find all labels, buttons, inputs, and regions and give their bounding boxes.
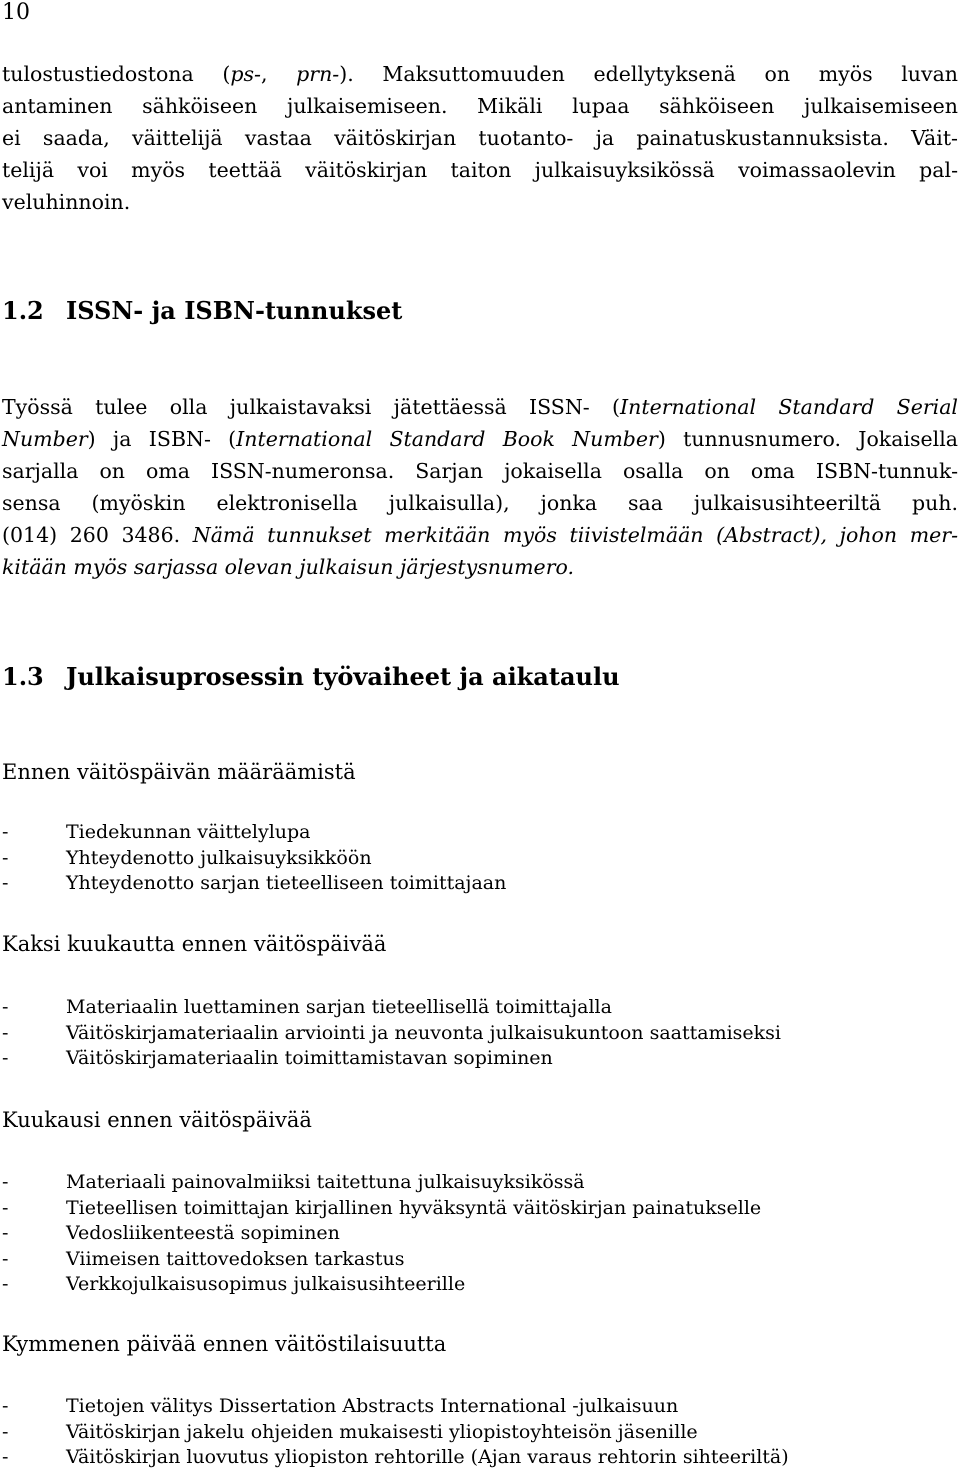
- list-item: [2, 1170, 761, 1196]
- paragraph-line: [2, 423, 958, 455]
- page-number: 10: [2, 0, 30, 25]
- text-run: ) tunnusnumero. Jokaisella: [657, 427, 958, 451]
- list-item-text: Verkkojulkaisusopimus julkaisusihteerille: [66, 1273, 466, 1295]
- list-dash: -: [2, 1047, 9, 1069]
- section-number: 1.3: [2, 662, 44, 691]
- list-item-text: Väitöskirjamateriaalin toimittamistavan sopiminen: [66, 1047, 553, 1069]
- paragraph-line: [2, 455, 958, 487]
- phase-heading: Ennen väitöspäivän määräämistä: [2, 760, 356, 784]
- paragraph-line: [2, 519, 958, 551]
- text-run: (014) 260 3486.: [2, 523, 193, 547]
- phase-task-list: [2, 820, 506, 897]
- list-dash: -: [2, 1273, 9, 1295]
- text-run: ). Maksuttomuuden edellytyksenä on myös luvan: [339, 62, 958, 86]
- paragraph-line: [2, 487, 958, 519]
- section-heading-1-3: [2, 662, 620, 692]
- list-item: [2, 1221, 761, 1247]
- italic-text-run: kitään myös sarjassa olevan julkaisun järjestysnumero.: [2, 555, 574, 579]
- italic-text-run: Nämä tunnukset merkitään myös tiivistelmään (Abstract), johon mer-: [192, 523, 958, 547]
- intro-paragraph: [2, 58, 958, 218]
- text-run: ei saada, väittelijä vastaa väitöskirjan tuotanto- ja painatuskustannuksista. Väit-: [2, 126, 958, 150]
- list-dash: -: [2, 821, 9, 843]
- text-run: sensa (myöskin elektronisella julkaisulla), jonka saa julkaisusihteeriltä puh.: [2, 491, 958, 515]
- list-item: [2, 1445, 789, 1471]
- list-dash: -: [2, 1420, 9, 1443]
- list-item: [2, 1046, 781, 1072]
- list-item-text: Materiaali painovalmiiksi taitettuna julkaisuyksikössä: [66, 1171, 585, 1193]
- text-run: sarjalla on oma ISSN-numeronsa. Sarjan jokaisella osalla on oma ISBN-tunnuk-: [2, 459, 958, 483]
- phase-heading: Kaksi kuukautta ennen väitöspäivää: [2, 932, 387, 956]
- list-item: [2, 1021, 781, 1047]
- section-number: 1.2: [2, 296, 44, 325]
- list-item-text: Väitöskirjamateriaalin arviointi ja neuvonta julkaisukuntoon saattamiseksi: [66, 1021, 781, 1044]
- list-item-text: Viimeisen taittovedoksen tarkastus: [66, 1247, 405, 1270]
- list-item: [2, 1394, 789, 1420]
- list-dash: -: [2, 872, 9, 894]
- list-item: [2, 1420, 789, 1446]
- list-item-text: Tietojen välitys Dissertation Abstracts International -julkaisuun: [66, 1395, 679, 1417]
- list-item: [2, 820, 506, 846]
- paragraph-line: [2, 551, 958, 583]
- paragraph-line: [2, 391, 958, 423]
- list-item: [2, 995, 781, 1021]
- phase-task-list: [2, 995, 781, 1072]
- text-run: antaminen sähköiseen julkaisemiseen. Mikäli lupaa sähköiseen julkaisemiseen: [2, 94, 958, 118]
- text-run: ,: [260, 62, 297, 86]
- list-dash: -: [2, 996, 9, 1018]
- text-run: tulostustiedostona (: [2, 62, 231, 86]
- italic-text-run: Number: [2, 427, 88, 451]
- paragraph-line: [2, 186, 958, 218]
- text-run: telijä voi myös teettää väitöskirjan taiton julkaisuyksikössä voimassaolevin pal-: [2, 158, 958, 182]
- issn-isbn-paragraph: [2, 391, 958, 583]
- list-dash: -: [2, 1171, 9, 1193]
- section-title: Julkaisuprosessin työvaiheet ja aikataulu: [66, 662, 620, 691]
- list-item-text: Väitöskirjan luovutus yliopiston rehtorille (Ajan varaus rehtorin sihteeriltä): [66, 1446, 789, 1468]
- list-item-text: Tieteellisen toimittajan kirjallinen hyväksyntä väitöskirjan painatukselle: [66, 1196, 762, 1219]
- phase-heading: Kuukausi ennen väitöspäivää: [2, 1108, 312, 1132]
- italic-text-run: International Standard Book Number: [236, 427, 658, 451]
- list-item-text: Yhteydenotto julkaisuyksikköön: [66, 846, 372, 869]
- section-title: ISSN- ja ISBN-tunnukset: [66, 296, 403, 325]
- text-run: ) ja ISBN- (: [87, 427, 237, 451]
- phase-task-list: [2, 1170, 761, 1298]
- list-dash: -: [2, 1222, 9, 1244]
- paragraph-line: [2, 154, 958, 186]
- list-dash: -: [2, 1021, 9, 1044]
- list-item: [2, 1272, 761, 1298]
- list-item: [2, 1247, 761, 1273]
- phase-task-list: [2, 1394, 789, 1471]
- list-item: [2, 1196, 761, 1222]
- paragraph-line: [2, 90, 958, 122]
- text-run: Työssä tulee olla julkaistavaksi jätettäessä ISSN- (: [2, 395, 621, 419]
- text-run: veluhinnoin.: [2, 190, 131, 214]
- italic-text-run: prn-: [296, 62, 340, 86]
- list-item-text: Yhteydenotto sarjan tieteelliseen toimittajaan: [66, 872, 507, 894]
- list-item: [2, 871, 506, 897]
- list-dash: -: [2, 846, 9, 869]
- list-dash: -: [2, 1446, 9, 1468]
- paragraph-line: [2, 58, 958, 90]
- list-dash: -: [2, 1395, 9, 1417]
- list-item: [2, 846, 506, 872]
- list-item-text: Väitöskirjan jakelu ohjeiden mukaisesti yliopistoyhteisön jäsenille: [66, 1420, 698, 1443]
- list-dash: -: [2, 1196, 9, 1219]
- italic-text-run: ps-: [230, 62, 261, 86]
- list-item-text: Vedosliikenteestä sopiminen: [66, 1222, 340, 1244]
- list-item-text: Tiedekunnan väittelylupa: [66, 821, 311, 843]
- list-item-text: Materiaalin luettaminen sarjan tieteellisellä toimittajalla: [66, 996, 612, 1018]
- list-dash: -: [2, 1247, 9, 1270]
- phase-heading: Kymmenen päivää ennen väitöstilaisuutta: [2, 1332, 447, 1356]
- section-heading-1-2: [2, 296, 402, 326]
- paragraph-line: [2, 122, 958, 154]
- italic-text-run: International Standard Serial: [620, 395, 958, 419]
